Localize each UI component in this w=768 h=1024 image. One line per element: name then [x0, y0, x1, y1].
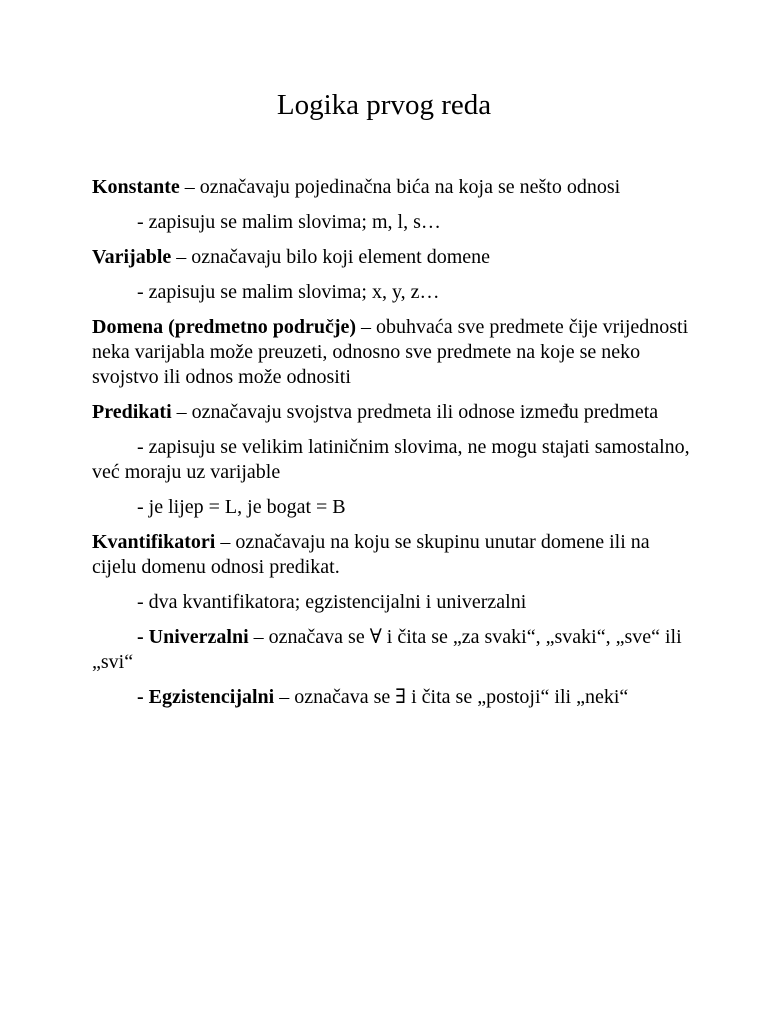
note-varijable: - zapisuju se malim slovima; x, y, z…	[137, 281, 440, 303]
note-predikati-2: - je lijep = L, je bogat = B	[137, 496, 346, 518]
paragraph-univerzalni	[92, 625, 692, 675]
term-domena: Domena (predmetno područje)	[92, 316, 357, 338]
definition-konstante: – označavaju pojedinačna bića na koja se nešto odnosi	[179, 176, 621, 198]
definition-predikati: – označavaju svojstva predmeta ili odnose između predmeta	[171, 401, 659, 423]
term-univerzalni: Univerzalni	[148, 626, 249, 648]
paragraph-konstante	[92, 175, 692, 200]
note-predikati-1: - zapisuju se velikim latiničnim slovima, ne mogu stajati samostalno, već moraju uz varijable	[92, 436, 690, 483]
term-egzistencijalni: Egzistencijalni	[148, 686, 275, 708]
prefix-univerzalni: -	[137, 626, 149, 648]
note-kvantifikatori-1: - dva kvantifikatora; egzistencijalni i univerzalni	[137, 591, 527, 613]
term-predikati: Predikati	[92, 401, 172, 423]
document-body	[92, 175, 692, 720]
note-konstante: - zapisuju se malim slovima; m, l, s…	[137, 211, 441, 233]
definition-kvantifikatori: – označavaju na koju se skupinu unutar domene ili na cijelu domenu odnosi predikat.	[92, 531, 650, 578]
paragraph-domena	[92, 315, 692, 390]
page-title: Logika prvog reda	[276, 89, 492, 121]
paragraph-egzistencijalni	[92, 685, 692, 710]
paragraph-varijable	[92, 245, 692, 270]
term-varijable: Varijable	[92, 246, 172, 268]
definition-domena: – obuhvaća sve predmete čije vrijednosti neka varijabla može preuzeti, odnosno sve predmete na koje se neko svojstvo ili odnos može odnositi	[92, 316, 689, 388]
text-univerzalni: – označava se ∀ i čita se „za svaki“, „svaki“, „sve“ ili „svi“	[92, 626, 682, 673]
paragraph-predikati	[92, 400, 692, 425]
definition-varijable: – označavaju bilo koji element domene	[171, 246, 491, 268]
text-egzistencijalni: – označava se ∃ i čita se „postoji“ ili „neki“	[274, 686, 629, 708]
prefix-egzistencijalni: -	[137, 686, 149, 708]
term-kvantifikatori: Kvantifikatori	[92, 531, 216, 553]
paragraph-kvantifikatori	[92, 530, 692, 580]
term-konstante: Konstante	[92, 176, 180, 198]
